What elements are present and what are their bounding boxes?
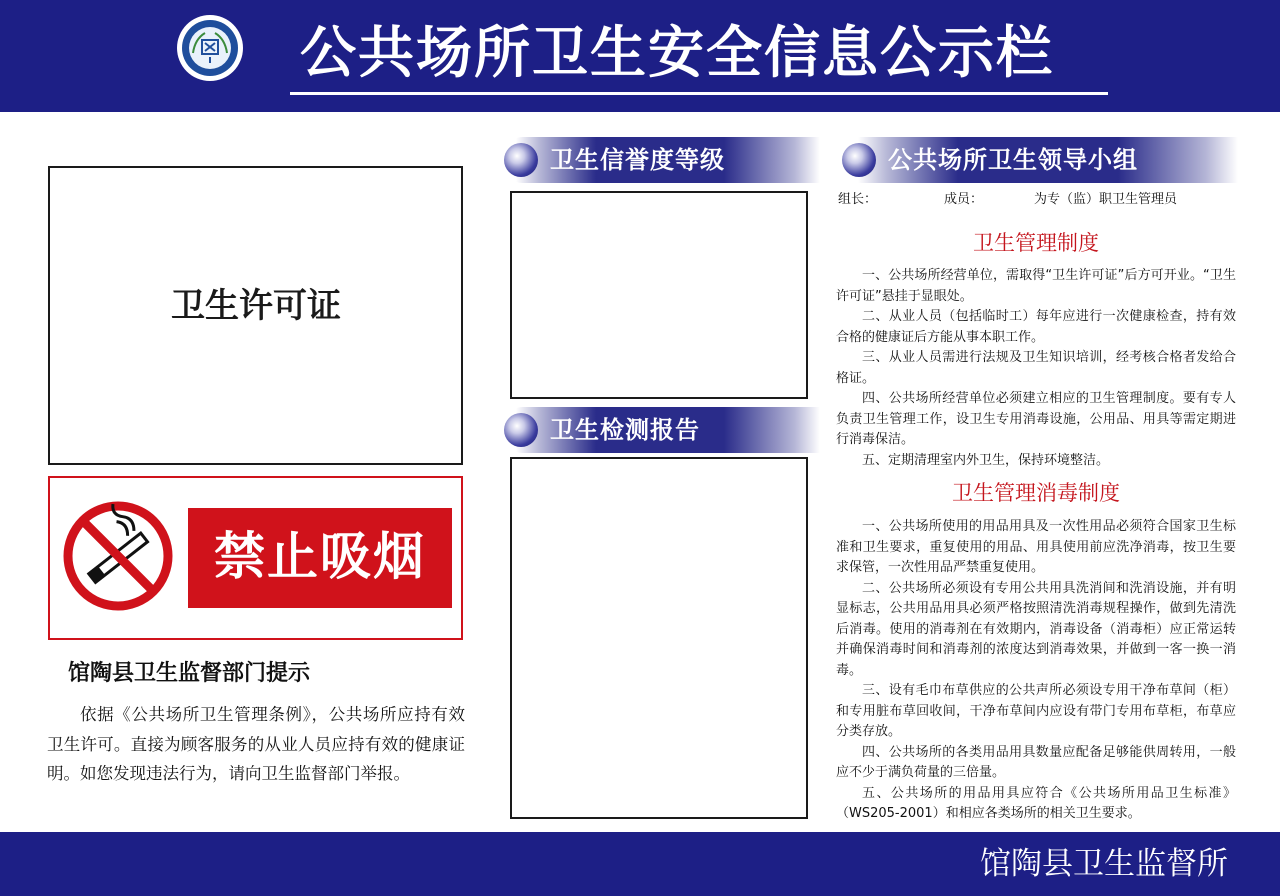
no-smoking-banner: 禁止吸烟 bbox=[188, 508, 452, 608]
management-title: 卫生管理制度 bbox=[973, 231, 1099, 255]
leadership-group-title: 公共场所卫生领导小组 bbox=[888, 145, 1138, 174]
license-label: 卫生许可证 bbox=[171, 286, 341, 326]
management-rule: 一、公共场所经营单位，需取得“卫生许可证”后方可开业。“卫生许可证”悬挂于显眼处。 bbox=[836, 268, 1236, 304]
header-bullet-icon bbox=[504, 413, 538, 447]
leadership-roles bbox=[838, 190, 1238, 210]
title-underline bbox=[290, 92, 1108, 95]
management-rule: 二、从业人员（包括临时工）每年应进行一次健康检查，持有效合格的健康证后方能从事本职工作。 bbox=[836, 309, 1236, 345]
disinfection-rule: 二、公共场所必须设有专用公共用具洗消间和洗消设施，并有明显标志，公共用品用具必须严格按照清洗消毒规程操作，做到先清洗后消毒。使用的消毒剂在有效期内，消毒设备（消毒柜）应正常运转并确保消毒时间和消毒剂的浓度达到消毒效果，并做到一客一换一消毒。 bbox=[836, 580, 1236, 678]
inspection-report-title: 卫生检测报告 bbox=[550, 415, 700, 444]
management-rule: 四、公共场所经营单位必须建立相应的卫生管理制度。要有专人负责卫生管理工作，设卫生专用消毒设施，公用品、用具等需定期进行消毒保洁。 bbox=[836, 391, 1236, 447]
disinfection-rule: 三、设有毛巾布草供应的公共声所必须设专用干净布草间（柜）和专用脏布草回收间，干净布草间内应设有带门专用布草柜，布草应分类存放。 bbox=[836, 683, 1236, 739]
footer-organization: 馆陶县卫生监督所 bbox=[980, 846, 1228, 882]
inspection-report-frame bbox=[510, 457, 808, 819]
credit-level-header bbox=[500, 137, 820, 183]
header-bullet-icon bbox=[842, 143, 876, 177]
leadership-group-header bbox=[838, 137, 1238, 183]
officer-label: 为专（监）职卫生管理员 bbox=[1034, 192, 1178, 207]
credit-level-title: 卫生信誉度等级 bbox=[550, 145, 725, 174]
page-title: 公共场所卫生安全信息公示栏 bbox=[300, 20, 1054, 86]
disinfection-rule: 四、公共场所的各类用品用具数量应配备足够能供周转用，一般应不少于满负荷量的三倍量。 bbox=[836, 744, 1236, 780]
header-bullet-icon bbox=[504, 143, 538, 177]
notice-title: 馆陶县卫生监督部门提示 bbox=[68, 661, 311, 686]
management-rule: 三、从业人员需进行法规及卫生知识培训，经考核合格者发给合格证。 bbox=[836, 350, 1236, 386]
notice-body: 依据《公共场所卫生管理条例》，公共场所应持有效卫生许可。直接为顾客服务的从业人员应持有效的健康证明。如您发现违法行为，请向卫生监督部门举报。 bbox=[47, 705, 465, 783]
disinfection-rules bbox=[836, 517, 1236, 825]
management-rules bbox=[836, 266, 1236, 471]
disinfection-rule: 一、公共场所使用的用品用具及一次性用品必须符合国家卫生标准和卫生要求，重复使用的用品、用具使用前应洗净消毒，按卫生要求保管，一次性用品严禁重复使用。 bbox=[836, 519, 1236, 575]
credit-level-frame bbox=[510, 191, 808, 399]
leader-label: 组长： bbox=[838, 192, 878, 207]
member-label: 成员： bbox=[944, 192, 984, 207]
no-smoking-icon bbox=[62, 500, 174, 612]
inspection-report-header bbox=[500, 407, 820, 453]
management-rule: 五、定期清理室内外卫生，保持环境整洁。 bbox=[862, 452, 1110, 468]
disinfection-rule: 五、公共场所的用品用具应符合《公共场所用品卫生标准》（WS205-2001）和相应各类场所的相关卫生要求。 bbox=[836, 785, 1236, 821]
health-supervision-emblem-icon bbox=[181, 19, 239, 77]
disinfection-title: 卫生管理消毒制度 bbox=[952, 481, 1120, 505]
